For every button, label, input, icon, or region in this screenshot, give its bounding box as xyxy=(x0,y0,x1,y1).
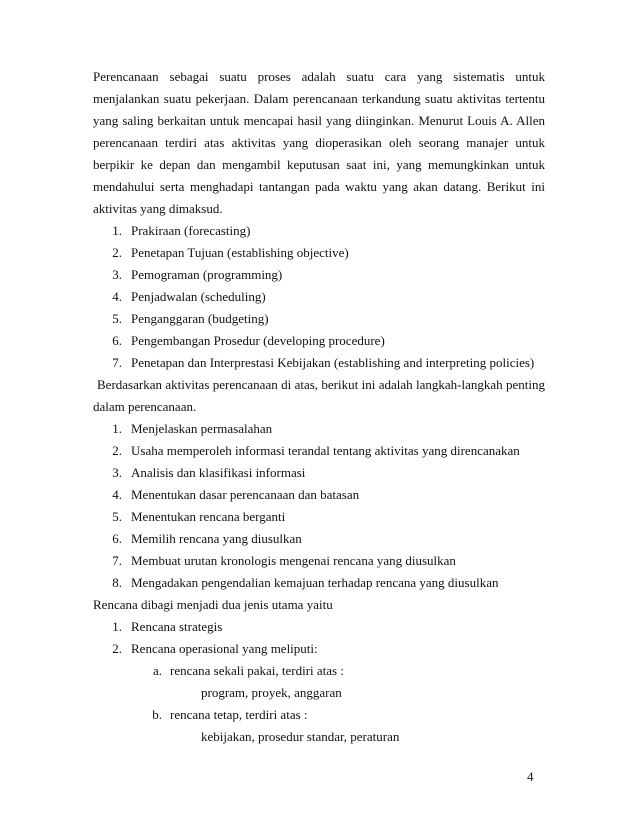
list-item xyxy=(93,440,545,462)
sublist-letter: a. xyxy=(152,663,162,678)
list-item xyxy=(93,572,545,594)
list-item xyxy=(93,638,545,660)
list-number: 6. xyxy=(112,333,122,348)
list-item xyxy=(93,352,545,374)
list-text: Menjelaskan permasalahan xyxy=(131,421,273,436)
list-item xyxy=(93,330,545,352)
list-number: 8. xyxy=(112,575,122,590)
sublist-detail: program, proyek, anggaran xyxy=(201,685,342,700)
list-number: 5. xyxy=(112,509,122,524)
list-text: Mengadakan pengendalian kemajuan terhadap rencana yang diusulkan xyxy=(131,575,499,590)
list-item xyxy=(93,308,545,330)
list-item xyxy=(93,484,545,506)
page-number: 4 xyxy=(527,769,534,784)
list-number: 7. xyxy=(112,355,122,370)
list-item xyxy=(93,286,545,308)
list-number: 1. xyxy=(112,223,122,238)
list-item xyxy=(93,462,545,484)
list-number: 3. xyxy=(112,267,122,282)
list-number: 2. xyxy=(112,245,122,260)
list-number: 7. xyxy=(112,553,122,568)
list-text: Penetapan dan Interprestasi Kebijakan (establishing and interpreting policies) xyxy=(131,355,535,370)
list-item xyxy=(93,550,545,572)
list-number: 3. xyxy=(112,465,122,480)
list-number: 5. xyxy=(112,311,122,326)
list-text: Penetapan Tujuan (establishing objective) xyxy=(131,245,349,260)
list-text: Rencana operasional yang meliputi: xyxy=(131,641,318,656)
operational-subtypes xyxy=(93,660,545,748)
list-item xyxy=(93,506,545,528)
sublist-item xyxy=(93,660,545,682)
sublist-text: rencana tetap, terdiri atas : xyxy=(170,707,308,722)
list-item xyxy=(93,242,545,264)
sublist-item xyxy=(93,704,545,726)
list-text: Prakiraan (forecasting) xyxy=(131,223,251,238)
types-heading: Rencana dibagi menjadi dua jenis utama yaitu xyxy=(93,597,333,612)
list-text: Memilih rencana yang diusulkan xyxy=(131,531,302,546)
list-text: Penjadwalan (scheduling) xyxy=(131,289,266,304)
list-text: Menentukan rencana berganti xyxy=(131,509,286,524)
list-item xyxy=(93,264,545,286)
list-number: 6. xyxy=(112,531,122,546)
list-text: Analisis dan klasifikasi informasi xyxy=(131,465,306,480)
sublist-detail: kebijakan, prosedur standar, peraturan xyxy=(201,729,400,744)
list-text: Pengembangan Prosedur (developing procedure) xyxy=(131,333,385,348)
list-item xyxy=(93,616,545,638)
list-item xyxy=(93,418,545,440)
list-number: 4. xyxy=(112,289,122,304)
list-item xyxy=(93,528,545,550)
list-text: Pemograman (programming) xyxy=(131,267,283,282)
sublist-text: rencana sekali pakai, terdiri atas : xyxy=(170,663,344,678)
types-list xyxy=(93,616,545,660)
list-text: Menentukan dasar perencanaan dan batasan xyxy=(131,487,360,502)
list-number: 4. xyxy=(112,487,122,502)
steps-paragraph: Berdasarkan aktivitas perencanaan di atas, berikut ini adalah langkah-langkah penting dalam perencanaan. xyxy=(93,377,545,414)
intro-paragraph: Perencanaan sebagai suatu proses adalah suatu cara yang sistematis untuk menjalankan suatu pekerjaan. Dalam perencanaan terkandung suatu aktivitas tertentu yang saling berkaitan untuk mencapai hasil yang diinginkan. Menurut Louis A. Allen perencanaan terdiri atas aktivitas yang dioperasikan oleh seorang manajer untuk berpikir ke depan dan mengambil keputusan saat ini, yang memungkinkan untuk mendahului serta menghadapi tantangan pada waktu yang akan datang. Berikut ini aktivitas yang dimaksud. xyxy=(93,69,545,216)
activities-list xyxy=(93,220,545,374)
page-content xyxy=(93,66,545,748)
list-number: 1. xyxy=(112,421,122,436)
list-text: Penganggaran (budgeting) xyxy=(131,311,269,326)
list-text: Rencana strategis xyxy=(131,619,223,634)
list-text: Membuat urutan kronologis mengenai rencana yang diusulkan xyxy=(131,553,456,568)
steps-list xyxy=(93,418,545,594)
list-item xyxy=(93,220,545,242)
list-number: 1. xyxy=(112,619,122,634)
list-text: Usaha memperoleh informasi terandal tentang aktivitas yang direncanakan xyxy=(131,443,520,458)
sublist-letter: b. xyxy=(152,707,162,722)
list-number: 2. xyxy=(112,641,122,656)
list-number: 2. xyxy=(112,443,122,458)
